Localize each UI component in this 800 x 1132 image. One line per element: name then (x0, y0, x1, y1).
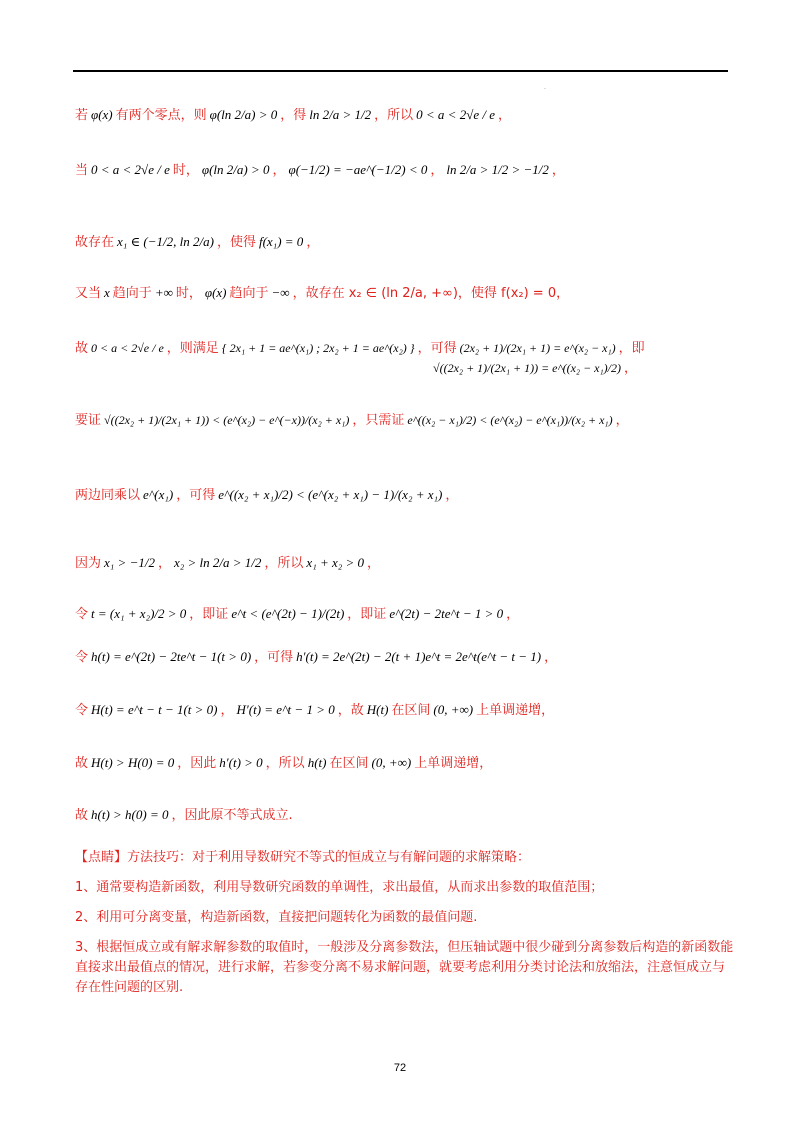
proof-line: 又当 x 趋向于 +∞ 时， φ(x) 趋向于 −∞ ，故存在 x₂ ∈ (ln 2/a, +∞)，使得 f(x₂) = 0， (75, 285, 570, 301)
proof-line: 要证 √((2x₂ + 1)/(2x₁ + 1)) < (e^(x₂) − e^(−x))/(x₂ + x₁) ，只需证 e^((x₂ − x₁)/2) < (e^(x₂) − e^(x₁))/(x₂ + x₁) ， (75, 413, 629, 428)
proof-line: 令 H(t) = e^t − t − 1(t > 0) ， H′(t) = e^t − 1 > 0 ，故 H(t) 在区间 (0, +∞) 上单调递增， (75, 702, 555, 718)
proof-line: 令 h(t) = e^(2t) − 2te^t − 1(t > 0) ，可得 h′(t) = 2e^(2t) − 2(t + 1)e^t = 2e^t(e^t − t − 1) ， (75, 649, 558, 665)
proof-line: √((2x₂ + 1)/(2x₁ + 1)) = e^((x₂ − x₁)/2) ， (433, 361, 638, 376)
tip-item: 1、通常要构造新函数，利用导数研究函数的单调性，求出最值，从而求出参数的取值范围； (75, 880, 604, 895)
proof-line: 令 t = (x₁ + x₂)/2 > 0 ，即证 e^t < (e^(2t) − 1)/(2t) ，即证 e^(2t) − 2te^t − 1 > 0 ， (75, 606, 520, 622)
proof-line: 两边同乘以 e^(x₁) ，可得 e^((x₂ + x₁)/2) < (e^(x₂ + x₁) − 1)/(x₂ + x₁) ， (75, 487, 459, 503)
proof-line: 故 H(t) > H(0) = 0 ，因此 h′(t) > 0 ，所以 h(t) 在区间 (0, +∞) 上单调递增， (75, 755, 493, 771)
proof-line: 当 0 < a < 2√e / e 时， φ(ln 2/a) > 0 ， φ(−1/2) = −ae^(−1/2) < 0 ， ln 2/a > 1/2 > −1/2 ， (75, 162, 565, 178)
proof-line: 因为 x₁ > −1/2 ， x₂ > ln 2/a > 1/2 ，所以 x₁ + x₂ > 0 ， (75, 555, 381, 571)
tips-heading: 【点睛】方法技巧：对于利用导数研究不等式的恒成立与有解问题的求解策略： (75, 850, 531, 865)
proof-line: 故存在 x₁ ∈ (−1/2, ln 2/a) ，使得 f(x₁) = 0 ， (75, 234, 320, 250)
header-rule (73, 70, 728, 72)
tips-block (75, 848, 735, 1008)
proof-line: 故 0 < a < 2√e / e ，则满足 { 2x₁ + 1 = ae^(x₁) ; 2x₂ + 1 = ae^(x₂) } ，可得 (2x₂ + 1)/(2x₁ + 1) = e^(x₂ − x₁) ，即 (75, 341, 645, 356)
tip-item: 3、根据恒成立或有解求解参数的取值时，一般涉及分离参数法，但压轴试题中很少碰到分离参数后构造的新函数能直接求出最值点的情况，进行求解，若参变分离不易求解问题，就要考虑利用分类讨论法和放缩法，注意恒成立与存在性问题的区别. (75, 940, 734, 995)
proof-line: 若 φ(x) 有两个零点，则 φ(ln 2/a) > 0 ，得 ln 2/a > 1/2 ，所以 0 < a < 2√e / e ， (75, 107, 512, 123)
header-mark: · (544, 86, 546, 93)
tip-item: 2、利用可分离变量，构造新函数，直接把问题转化为函数的最值问题. (75, 910, 478, 925)
page-number: 72 (393, 1062, 407, 1074)
proof-line: 故 h(t) > h(0) = 0 ，因此原不等式成立. (75, 807, 293, 823)
